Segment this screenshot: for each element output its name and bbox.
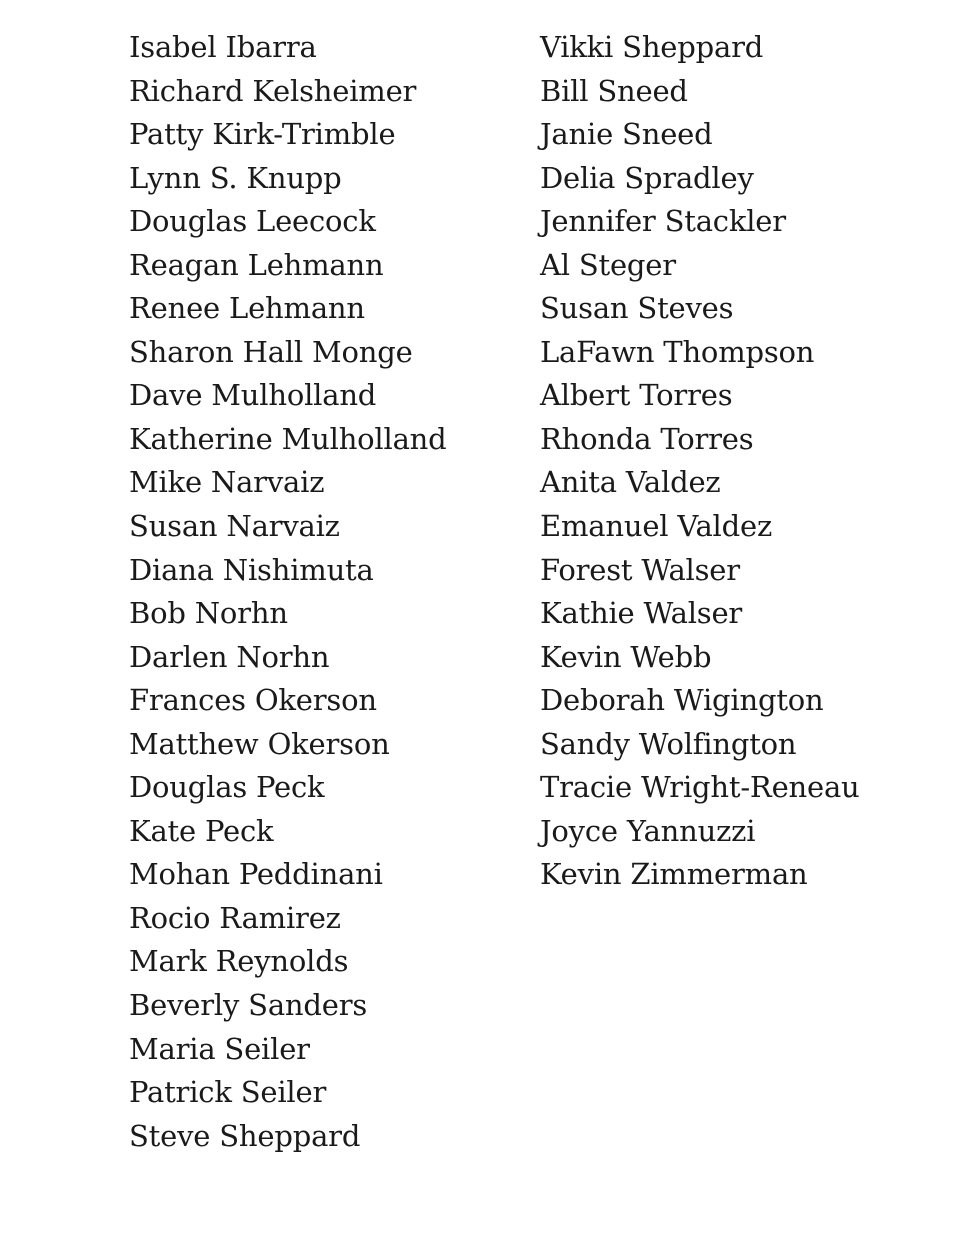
name-entry: Patty Kirk-Trimble [129, 117, 396, 152]
name-entry: Susan Narvaiz [129, 509, 340, 544]
name-entry: Kevin Webb [540, 639, 712, 674]
name-entry: Mohan Peddinani [129, 857, 383, 892]
name-entry: Delia Spradley [540, 160, 754, 195]
name-entry: Diana Nishimuta [129, 552, 374, 587]
name-entry: Frances Okerson [129, 683, 377, 718]
name-entry: Sharon Hall Monge [129, 334, 413, 369]
name-column-right [540, 26, 860, 897]
name-column-left [129, 26, 447, 1158]
name-entry: LaFawn Thompson [540, 334, 815, 369]
name-entry: Rocio Ramirez [129, 900, 341, 935]
name-entry: Jennifer Stackler [540, 204, 786, 239]
name-entry: Beverly Sanders [129, 988, 368, 1023]
name-entry: Susan Steves [540, 291, 734, 326]
name-entry: Douglas Leecock [129, 204, 376, 239]
name-entry: Reagan Lehmann [129, 247, 384, 282]
name-entry: Darlen Norhn [129, 639, 330, 674]
name-entry: Matthew Okerson [129, 726, 390, 761]
name-entry: Isabel Ibarra [129, 30, 317, 64]
name-entry: Vikki Sheppard [540, 30, 764, 64]
name-entry: Dave Mulholland [129, 378, 377, 413]
name-entry: Sandy Wolfington [540, 726, 797, 761]
name-entry: Albert Torres [540, 378, 733, 413]
name-entry: Mark Reynolds [129, 944, 349, 979]
name-entry: Rhonda Torres [540, 421, 754, 456]
name-entry: Steve Sheppard [129, 1118, 361, 1153]
name-entry: Kate Peck [129, 813, 274, 848]
name-entry: Katherine Mulholland [129, 421, 447, 456]
name-entry: Kathie Walser [540, 596, 743, 631]
name-entry: Forest Walser [540, 552, 740, 587]
name-entry: Douglas Peck [129, 770, 325, 805]
name-entry: Anita Valdez [540, 465, 721, 500]
name-entry: Bill Sneed [540, 73, 688, 108]
name-entry: Janie Sneed [540, 117, 713, 152]
name-entry: Kevin Zimmerman [540, 857, 808, 892]
name-entry: Richard Kelsheimer [129, 73, 417, 108]
name-entry: Bob Norhn [129, 596, 288, 631]
name-entry: Mike Narvaiz [129, 465, 325, 500]
name-entry: Tracie Wright-Reneau [540, 770, 860, 805]
name-entry: Joyce Yannuzzi [540, 813, 756, 848]
name-entry: Emanuel Valdez [540, 509, 773, 544]
name-entry: Al Steger [540, 247, 676, 282]
name-entry: Lynn S. Knupp [129, 160, 342, 195]
name-entry: Deborah Wigington [540, 683, 824, 718]
name-entry: Maria Seiler [129, 1031, 310, 1066]
name-entry: Renee Lehmann [129, 291, 365, 326]
name-entry: Patrick Seiler [129, 1075, 327, 1110]
